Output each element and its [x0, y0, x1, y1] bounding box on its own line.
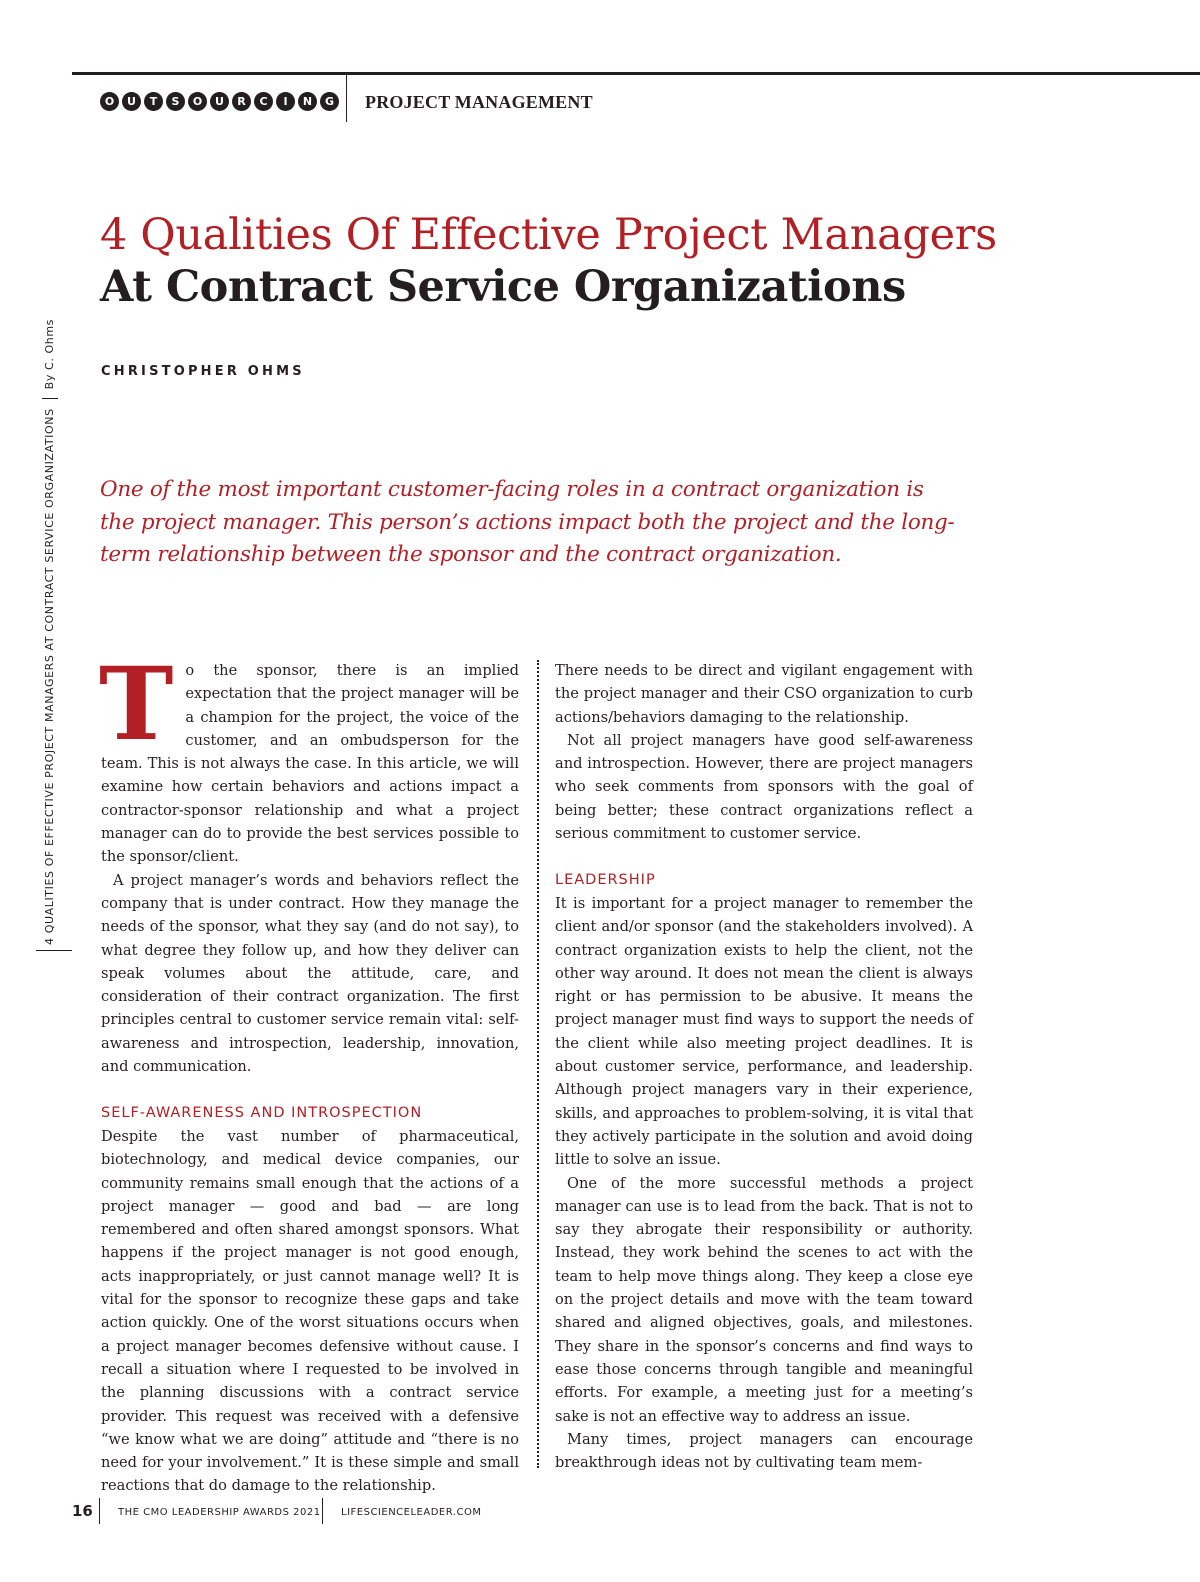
sidebar-rule	[36, 950, 72, 951]
body-paragraph: o the sponsor, there is an implied expectation that the project manager will be a champion for the project, the voice of the customer, and an ombudsperson for the team. This is not always the case. In this article, we will examine how certain behaviors and actions impact a contractor-sponsor relationship and what a project manager can do to provide the best services possible to the sponsor/client.	[101, 662, 519, 866]
section-letter: O	[100, 92, 119, 111]
body-paragraph: A project manager’s words and behaviors reflect the company that is under contract. How they manage the needs of the sponsor, what they say (and do not say), to what degree they follow up, and how they deliver can speak volumes about the attitude, care, and consideration of their contract organization. The first principles central to customer service remain vital: self-awareness and introspection, leadership, innovation, and communication.	[101, 871, 519, 1076]
section-letter: N	[298, 92, 317, 111]
section-letter: C	[254, 92, 273, 111]
body-paragraph: Not all project managers have good self-awareness and introspection. However, there are project managers who seek comments from sponsors with the goal of being better; these contract organizations reflect a serious commitment to customer service.	[555, 731, 973, 843]
sidebar-separator	[42, 398, 58, 399]
sidebar-running-title	[42, 245, 58, 945]
page-number: 16	[72, 1502, 93, 1520]
column-divider	[537, 660, 539, 1468]
article-title-line-2: At Contract Service Organizations	[100, 262, 906, 312]
section-letter: G	[320, 92, 339, 111]
footer-divider	[99, 1498, 100, 1524]
section-letter: O	[188, 92, 207, 111]
section-heading-self-awareness: SELF-AWARENESS AND INTROSPECTION	[101, 1104, 423, 1121]
section-label-outsourcing	[100, 92, 339, 111]
sidebar-article-title: 4 QUALITIES OF EFFECTIVE PROJECT MANAGERS AT CONTRACT SERVICE ORGANIZATIONS	[43, 408, 56, 945]
body-column-left	[99, 645, 519, 1498]
body-paragraph: It is important for a project manager to remember the client and/or sponsor (and the stakeholders involved). A contract organization exists to help the client, not the other way around. It does not mean the client is always right or has permission to be abusive. It means the project manager must find ways to support the needs of the client while also meeting project deadlines. It is about customer service, performance, and leadership. Although project managers vary in their experience, skills, and approaches to problem-solving, it is vital that they actively participate in the solution and avoid doing little to solve an issue.	[555, 894, 973, 1169]
section-letter: S	[166, 92, 185, 111]
article-title-line-1: 4 Qualities Of Effective Project Managers	[100, 210, 997, 260]
article-deck: One of the most important customer-facing roles in a contract organization is the project manager. This person’s actions impact both the project and the long-term relationship between the sponsor and the contract organization.	[100, 477, 955, 567]
section-title: PROJECT MANAGEMENT	[365, 92, 593, 112]
body-column-right	[555, 659, 973, 1474]
section-letter: R	[232, 92, 251, 111]
body-paragraph: Despite the vast number of pharmaceutical, biotechnology, and medical device companies, our community remains small enough that the actions of a project manager — good and bad — are long remembered and often shared amongst sponsors. What happens if the project manager is not good enough, acts inappropriately, or just cannot manage well? It is vital for the sponsor to recognize these gaps and take action quickly. One of the worst situations occurs when a project manager becomes defensive without cause. I recall a situation where I requested to be involved in the planning discussions with a contract service provider. This request was received with a defensive “we know what we are doing” attitude and “there is no need for your involvement.” It is these simple and small reactions that do damage to the relationship.	[101, 1127, 519, 1495]
article-author: CHRISTOPHER OHMS	[101, 364, 305, 379]
section-letter: I	[276, 92, 295, 111]
section-divider	[346, 75, 347, 122]
section-letter: T	[144, 92, 163, 111]
body-paragraph: Many times, project managers can encourage breakthrough ideas not by cultivating team mem-	[555, 1430, 973, 1472]
drop-cap: T	[99, 645, 174, 763]
footer-publication: THE CMO LEADERSHIP AWARDS 2021	[118, 1507, 321, 1518]
top-rule	[72, 72, 1200, 75]
body-paragraph: There needs to be direct and vigilant engagement with the project manager and their CSO organization to curb actions/behaviors damaging to the relationship.	[555, 662, 973, 726]
section-letter: U	[210, 92, 229, 111]
section-letter: U	[122, 92, 141, 111]
section-heading-leadership: LEADERSHIP	[555, 871, 656, 888]
body-paragraph: One of the more successful methods a project manager can use is to lead from the back. That is not to say they abrogate their responsibility or authority. Instead, they work behind the scenes to act with the team to help move things along. They keep a close eye on the project details and move with the team toward shared and aligned objectives, goals, and milestones. They share in the sponsor’s concerns and find ways to ease those concerns through tangible and meaningful efforts. For example, a meeting just for a meeting’s sake is not an effective way to address an issue.	[555, 1174, 973, 1425]
sidebar-byline: By C. Ohms	[43, 319, 56, 390]
footer-divider	[322, 1498, 323, 1524]
footer-website: LIFESCIENCELEADER.COM	[341, 1507, 482, 1518]
